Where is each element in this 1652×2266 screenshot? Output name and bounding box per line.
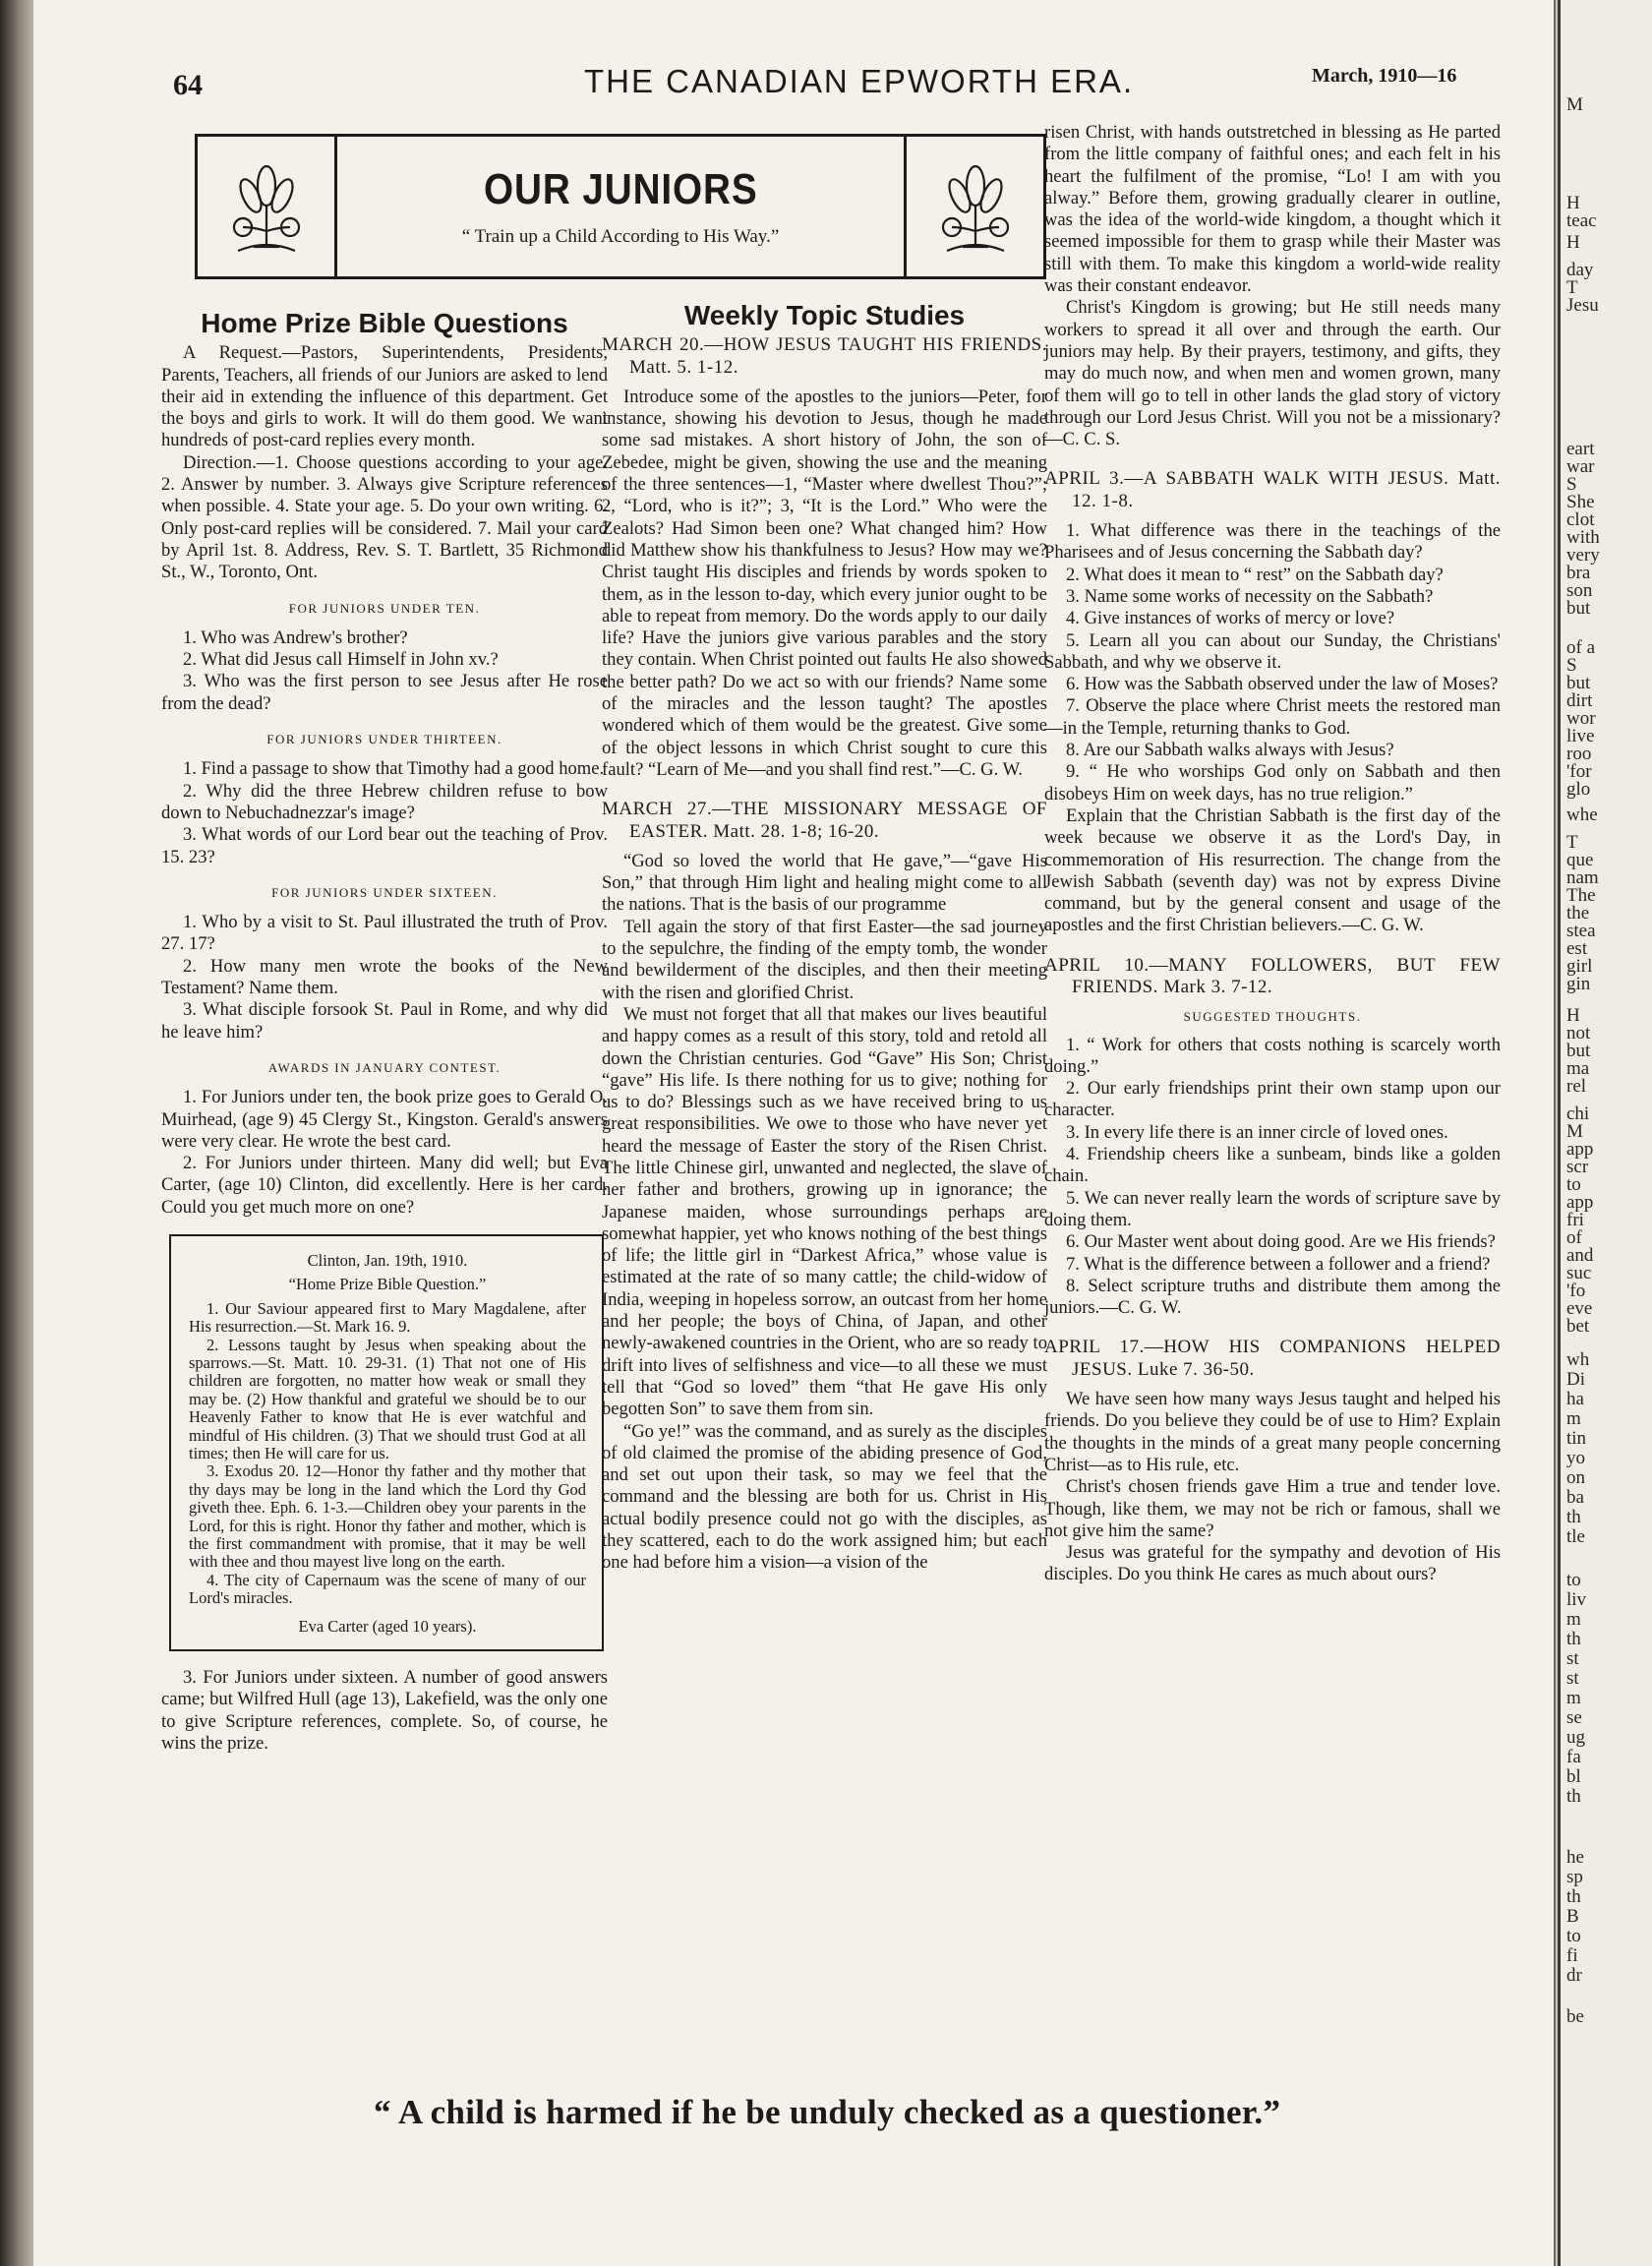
direction-paragraph: Direction.—1. Choose questions according to your age. 2. Answer by number. 3. Always give Scripture references when possible. 4. State your age. 5. Do your own writing. 6. Only post-card replies will be considered. 7. Mail your card by April 1st. 8. Address, Rev. S. T. Bartlett, 35 Richmond St., W., Toronto, Ont. [161,451,608,583]
edge-fragment: roo [1566,744,1592,764]
edge-fragment: live [1566,726,1595,746]
issue-date: March, 1910—16 [1312,65,1457,87]
edge-fragment: The [1566,885,1596,906]
edge-fragment: bet [1566,1316,1590,1337]
question: 2. How many men wrote the books of the New Testament? Name them. [161,955,608,999]
edge-fragment: S [1566,474,1577,495]
edge-fragment: H [1566,1005,1580,1026]
edge-fragment: and [1566,1245,1594,1266]
edge-fragment: tin [1566,1428,1587,1449]
thought: 3. In every life there is an inner circle of loved ones. [1066,1121,1448,1143]
topic-paragraph: Christ's chosen friends gave Him a true and tender love. Though, like them, we may not be rich or famous, shall we not give him the same? [1044,1476,1501,1541]
thought: 1. “ Work for others that costs nothing is scarcely worth doing.” [1044,1034,1501,1077]
under-ten-heading: FOR JUNIORS UNDER TEN. [288,600,481,616]
topic-paragraph: We have seen how many ways Jesus taught and helped his friends. Do you believe they could be of use to Him? Explain the thoughts in the minds of a great many people concerning Christ—as to His rule, etc. [1044,1389,1501,1475]
section-title: OUR JUNIORS [483,165,758,213]
edge-fragment: m [1566,1609,1581,1630]
question: 4. Give instances of works of mercy or love? [1066,608,1395,629]
letter-answer: 2. Lessons taught by Jesus when speaking about the sparrows.—St. Matt. 10. 29-31. (1) That not one of His children are forgotten, no matter how weak or small they may be. (2) How thankful and grateful we should be to our Heavenly Father to know that He is ever watchful and mindful of His children. (3) That we should trust God at all times; then He will care for us. [189,1335,586,1463]
letter-signature: Eva Carter (aged 10 years). [298,1616,477,1636]
thought: 7. What is the difference between a follower and a friend? [1066,1253,1491,1275]
topic-heading: MARCH 20.—HOW JESUS TAUGHT HIS FRIENDS. Matt. 5. 1-12. [602,334,1047,378]
topic-paragraph: “Go ye!” was the command, and as surely as the disciples of old claimed the promise of the abiding presence of God, and set out upon their task, so may we feel that the command and the blessing are both for us. Christ in His actual bodily presence could not go with the disciples, as they scattered, each to do the work assigned him; but each one had before him a vision—a vision of the [602,1420,1047,1574]
edge-fragment: dr [1566,1965,1582,1986]
question: 1. Who was Andrew's brother? [183,626,408,648]
thought: 2. Our early friendships print their own stamp upon our character. [1044,1078,1501,1121]
edge-fragment: eart [1566,439,1595,459]
flower-ornament-icon [904,137,1043,276]
topic-paragraph: Explain that the Christian Sabbath is the first day of the week because we observe it as the Lord's Day, in commemoration of His resurrection. The change from the Jewish Sabbath (seventh day) was not by express Divine command, but by the general consent and usage of the apostles and the first Christian believers.—C. G. W. [1044,805,1501,936]
question: 3. Who was the first person to see Jesus after He rose from the dead? [161,671,608,714]
edge-fragment: H [1566,193,1580,213]
edge-fragment: not [1566,1023,1591,1044]
edge-fragment: suc [1566,1263,1592,1283]
edge-fragment: but [1566,1041,1591,1061]
section-banner [195,134,1046,279]
left-heading: Home Prize Bible Questions [201,308,568,338]
question: 3. Name some works of necessity on the Sabbath? [1066,585,1434,607]
edge-fragment: whe [1566,805,1598,825]
edge-fragment: he [1566,1847,1584,1868]
edge-fragment: rel [1566,1076,1587,1097]
edge-fragment: very [1566,545,1600,566]
letter-answer: 4. The city of Capernaum was the scene of many of our Lord's miracles. [189,1570,586,1608]
prize-letter-box [169,1234,604,1651]
edge-fragment: H [1566,232,1580,253]
edge-fragment: th [1566,1786,1581,1807]
edge-fragment: T [1566,832,1578,853]
edge-fragment: war [1566,456,1595,477]
edge-fragment: be [1566,2006,1584,2027]
edge-fragment: girl [1566,956,1593,977]
letter-heading: “Home Prize Bible Question.” [288,1275,487,1294]
edge-fragment: th [1566,1886,1581,1907]
question: 1. Find a passage to show that Timothy had a good home. [183,758,605,780]
request-paragraph: A Request.—Pastors, Superintendents, Presidents, Parents, Teachers, all friends of our Juniors are asked to lend their aid in extending the influence of this department. Get the boys and girls to work. It will do them good. We want hundreds of post-card replies every month. [161,342,608,451]
award-paragraph: 1. For Juniors under ten, the book prize goes to Gerald O. Muirhead, (age 9) 45 Clergy St., Kingston. Gerald's answers were very clear. He wrote the best card. [161,1087,608,1152]
topic-paragraph: We must not forget that all that makes our lives beautiful and happy comes as a result of this story, told and retold all down the Christian centuries. God “Gave” His Son; Christ “gave” His life. Is there nothing for us to give; nothing for us to do? Blessings such as we have received bring to us great responsibilities. We owe to those who have never yet heard the message of Easter the story of the Risen Christ. The little Chinese girl, unwanted and neglected, the slave of her father and brothers, growing up in ignorance; the Japanese maiden, whose surroundings perhaps are somewhat happier, yet who knows nothing of the best things of life; the little girl in “Darkest Africa,” whose value is estimated at the rate of so many cattle; the child-widow of India, weeping in hopeless sorrow, an outcast from her home and her people; the boys of China, of Japan, and other newly-awakened countries in the Orient, who are so ready to drift into lives of selfishness and vice—to all these we must tell that “God so loved” them “that He gave His only begotten Son” to save them from sin. [602,1003,1047,1420]
question: 8. Are our Sabbath walks always with Jesus? [1066,740,1394,761]
question: 2. What does it mean to “ rest” on the Sabbath day? [1066,564,1444,585]
under-sixteen-heading: FOR JUNIORS UNDER SIXTEEN. [271,884,498,900]
question: 3. What words of our Lord bear out the teaching of Prov. 15. 23? [161,824,608,867]
question: 3. What disciple forsook St. Paul in Rome, and why did he leave him? [161,999,608,1043]
edge-fragment: to [1566,1570,1581,1590]
edge-fragment: M [1566,1121,1583,1142]
edge-fragment: th [1566,1629,1581,1649]
edge-fragment: dirt [1566,690,1593,711]
edge-fragment: yo [1566,1448,1585,1468]
edge-fragment: Di [1566,1369,1585,1390]
edge-fragment: th [1566,1507,1581,1527]
edge-fragment: the [1566,903,1590,924]
edge-fragment: liv [1566,1589,1587,1610]
book-spine-shadow [0,0,33,2266]
next-page-edge [1558,0,1652,2266]
edge-fragment: se [1566,1707,1582,1728]
question: 9. “ He who worships God only on Sabbath and then disobeys Him on week days, has no true religion.” [1044,761,1501,805]
edge-fragment: que [1566,850,1594,870]
edge-fragment: app [1566,1139,1594,1160]
edge-fragment: nam [1566,867,1599,888]
edge-fragment: T [1566,277,1578,298]
edge-fragment: 'fo [1566,1281,1586,1301]
under-thirteen-heading: FOR JUNIORS UNDER THIRTEEN. [266,732,502,747]
edge-fragment: Jesu [1566,295,1599,316]
question: 1. Who by a visit to St. Paul illustrated the truth of Prov. 27. 17? [161,912,608,955]
edge-fragment: with [1566,527,1600,548]
question: 1. What difference was there in the teachings of the Pharisees and of Jesus concerning the Sabbath day? [1044,520,1501,564]
edge-fragment: ma [1566,1058,1590,1079]
edge-fragment: S [1566,655,1577,676]
topic-paragraph: Christ's Kingdom is growing; but He still needs many workers to spread it all over and through the earth. Our juniors may help. By their prayers, testimony, and gifts, they may do much now, and when men and women grown, many of them will go to tell in other lands the glad story of victory through our Lord Jesus Christ. Will you not be a missionary?—C. C. S. [1044,297,1501,450]
topic-heading: APRIL 3.—A SABBATH WALK WITH JESUS. Matt. 12. 1-8. [1044,468,1501,511]
edge-fragment: to [1566,1926,1581,1946]
edge-fragment: glo [1566,779,1591,800]
edge-fragment: fi [1566,1945,1578,1966]
letter-date: Clinton, Jan. 19th, 1910. [307,1250,468,1270]
footer-quote: “ A child is harmed if he be unduly checked as a questioner.” [374,2093,1281,2131]
edge-fragment: bl [1566,1766,1581,1787]
edge-fragment: ha [1566,1389,1584,1409]
edge-fragment: est [1566,938,1588,959]
topic-heading: APRIL 10.—MANY FOLLOWERS, BUT FEW FRIENDS. Mark 3. 7-12. [1044,954,1501,997]
edge-fragment: wh [1566,1349,1590,1370]
question: 2. Why did the three Hebrew children refuse to bow down to Nebuchadnezzar's image? [161,780,608,823]
edge-fragment: day [1566,260,1594,280]
topic-heading: MARCH 27.—THE MISSIONARY MESSAGE OF EASTER. Matt. 28. 1-8; 16-20. [602,799,1047,842]
masthead-title: THE CANADIAN EPWORTH ERA. [584,63,1135,99]
letter-answer: 1. Our Saviour appeared first to Mary Magdalene, after His resurrection.—St. Mark 16. 9. [189,1298,586,1337]
edge-fragment: but [1566,598,1591,619]
edge-fragment: eve [1566,1298,1593,1319]
question: 6. How was the Sabbath observed under the law of Moses? [1066,674,1499,695]
award-paragraph: 3. For Juniors under sixteen. A number of good answers came; but Wilfred Hull (age 13), Lakefield, was the only one to give Scripture references, complete. So, of course, he wins the prize. [161,1667,608,1754]
edge-fragment: ba [1566,1487,1584,1508]
thought: 5. We can never really learn the words of scripture save by doing them. [1044,1187,1501,1230]
edge-fragment: app [1566,1192,1594,1213]
left-column [161,308,608,1755]
edge-fragment: stea [1566,921,1596,941]
page-number: 64 [173,69,203,101]
thought: 6. Our Master went about doing good. Are we His friends? [1066,1231,1496,1253]
edge-fragment: clot [1566,509,1595,530]
thought: 4. Friendship cheers like a sunbeam, binds like a golden chain. [1044,1144,1501,1187]
middle-heading: Weekly Topic Studies [683,300,966,330]
edge-fragment: m [1566,1408,1581,1429]
edge-fragment: scr [1566,1157,1589,1177]
edge-fragment: to [1566,1174,1581,1195]
edge-fragment: on [1566,1467,1585,1488]
edge-fragment: sp [1566,1867,1583,1887]
topic-paragraph: Tell again the story of that first Easter—the sad journey to the sepulchre, the finding of the empty tomb, the wonder and bewilderment of the disciples, and then their meeting with the risen and glorified Christ. [602,916,1047,1003]
edge-fragment: gin [1566,974,1591,994]
question: 2. What did Jesus call Himself in John xv.? [183,649,499,671]
topic-paragraph: “God so loved the world that He gave,”—“gave His Son,” that through Him light and healing might come to all the nations. That is the basis of our programme [602,850,1047,916]
edge-fragment: st [1566,1668,1579,1689]
topic-paragraph: Introduce some of the apostles to the juniors—Peter, for instance, showing his devotion to Jesus, though he made some sad mistakes. A short history of John, the son of Zebedee, might be given, showing the use and the meaning of the three sentences—1, “Master where dwellest Thou?”; 2, “Lord, who is it?”; 3, “It is the Lord.” Who were the Zealots? Had Simon been one? What changed him? How did Matthew show his thankfulness to Jesus? How may we? Christ taught His disciples and friends by words spoken to them, as in the lesson to-day, which every junior ought to be able to repeat from memory. Do the words apply to our daily life? Have the juniors give various parables and the story they contain. When Christ pointed out faults He also showed the better path? Do we act so with our friends? Name some of the miracles and the lesson taught? The apostles wondered which of them would be the greatest. Give some of the object lessons in which Christ sought to cure this fault? “Learn of Me—and you shall find rest.”—C. G. W. [602,386,1047,780]
edge-fragment: B [1566,1906,1579,1927]
magazine-page [33,0,1556,2266]
awards-heading: AWARDS IN JANUARY CONTEST. [267,1059,502,1075]
edge-fragment: 'for [1566,761,1592,782]
edge-fragment: teac [1566,210,1597,231]
edge-fragment: son [1566,580,1593,601]
edge-fragment: M [1566,94,1583,115]
edge-fragment: but [1566,673,1591,693]
topic-paragraph: risen Christ, with hands outstretched in blessing as He parted from the little company of faithful ones; and each felt in his heart the fulfilment of the promise, “Lo! I am with you alway.” Before them, growing gradually clearer in outline, was the idea of the world-wide kingdom, a thought which it seemed impossible for them to grasp while their Master was still with them. To make this kingdom a world-wide reality was their constant endeavor. [1044,122,1501,297]
edge-fragment: She [1566,492,1595,512]
letter-answer: 3. Exodus 20. 12—Honor thy father and thy mother that thy days may be long in the land which the Lord thy God giveth thee. Eph. 6. 1-3.—Children obey your parents in the Lord, for this is right. Honor thy father and mother, which is the first commandment with promise, that it may be well with thee and thou mayest live long on the earth. [189,1461,586,1572]
question: 7. Observe the place where Christ meets the restored man—in the Temple, returning thanks to God. [1044,695,1501,739]
edge-fragment: wor [1566,708,1596,729]
topic-paragraph: Jesus was grateful for the sympathy and devotion of His disciples. Do you think He cares as much about ours? [1044,1542,1501,1585]
edge-fragment: tle [1566,1526,1585,1547]
section-motto: “ Train up a Child According to His Way.” [461,226,780,247]
edge-fragment: bra [1566,563,1591,583]
edge-fragment: st [1566,1648,1579,1669]
award-paragraph: 2. For Juniors under thirteen. Many did well; but Eva Carter, (age 10) Clinton, did excellently. Here is her card. Could you get much more on one? [161,1153,608,1218]
edge-fragment: m [1566,1688,1581,1708]
topic-heading: APRIL 17.—HOW HIS COMPANIONS HELPED JESUS. Luke 7. 36-50. [1044,1337,1501,1380]
edge-fragment: of [1566,1227,1582,1248]
edge-fragment: of a [1566,637,1596,658]
edge-fragment: fa [1566,1747,1581,1767]
suggested-thoughts-heading: SUGGESTED THOUGHTS. [1183,1009,1362,1025]
edge-fragment: fri [1566,1210,1584,1230]
edge-fragment: chi [1566,1103,1590,1124]
middle-column [602,300,1047,1575]
edge-fragment: ug [1566,1727,1585,1748]
thought: 8. Select scripture truths and distribute them among the juniors.—C. G. W. [1044,1275,1501,1319]
flower-ornament-icon [198,137,337,276]
question: 5. Learn all you can about our Sunday, the Christians' Sabbath, and why we observe it. [1044,629,1501,673]
right-column [1044,122,1501,1586]
